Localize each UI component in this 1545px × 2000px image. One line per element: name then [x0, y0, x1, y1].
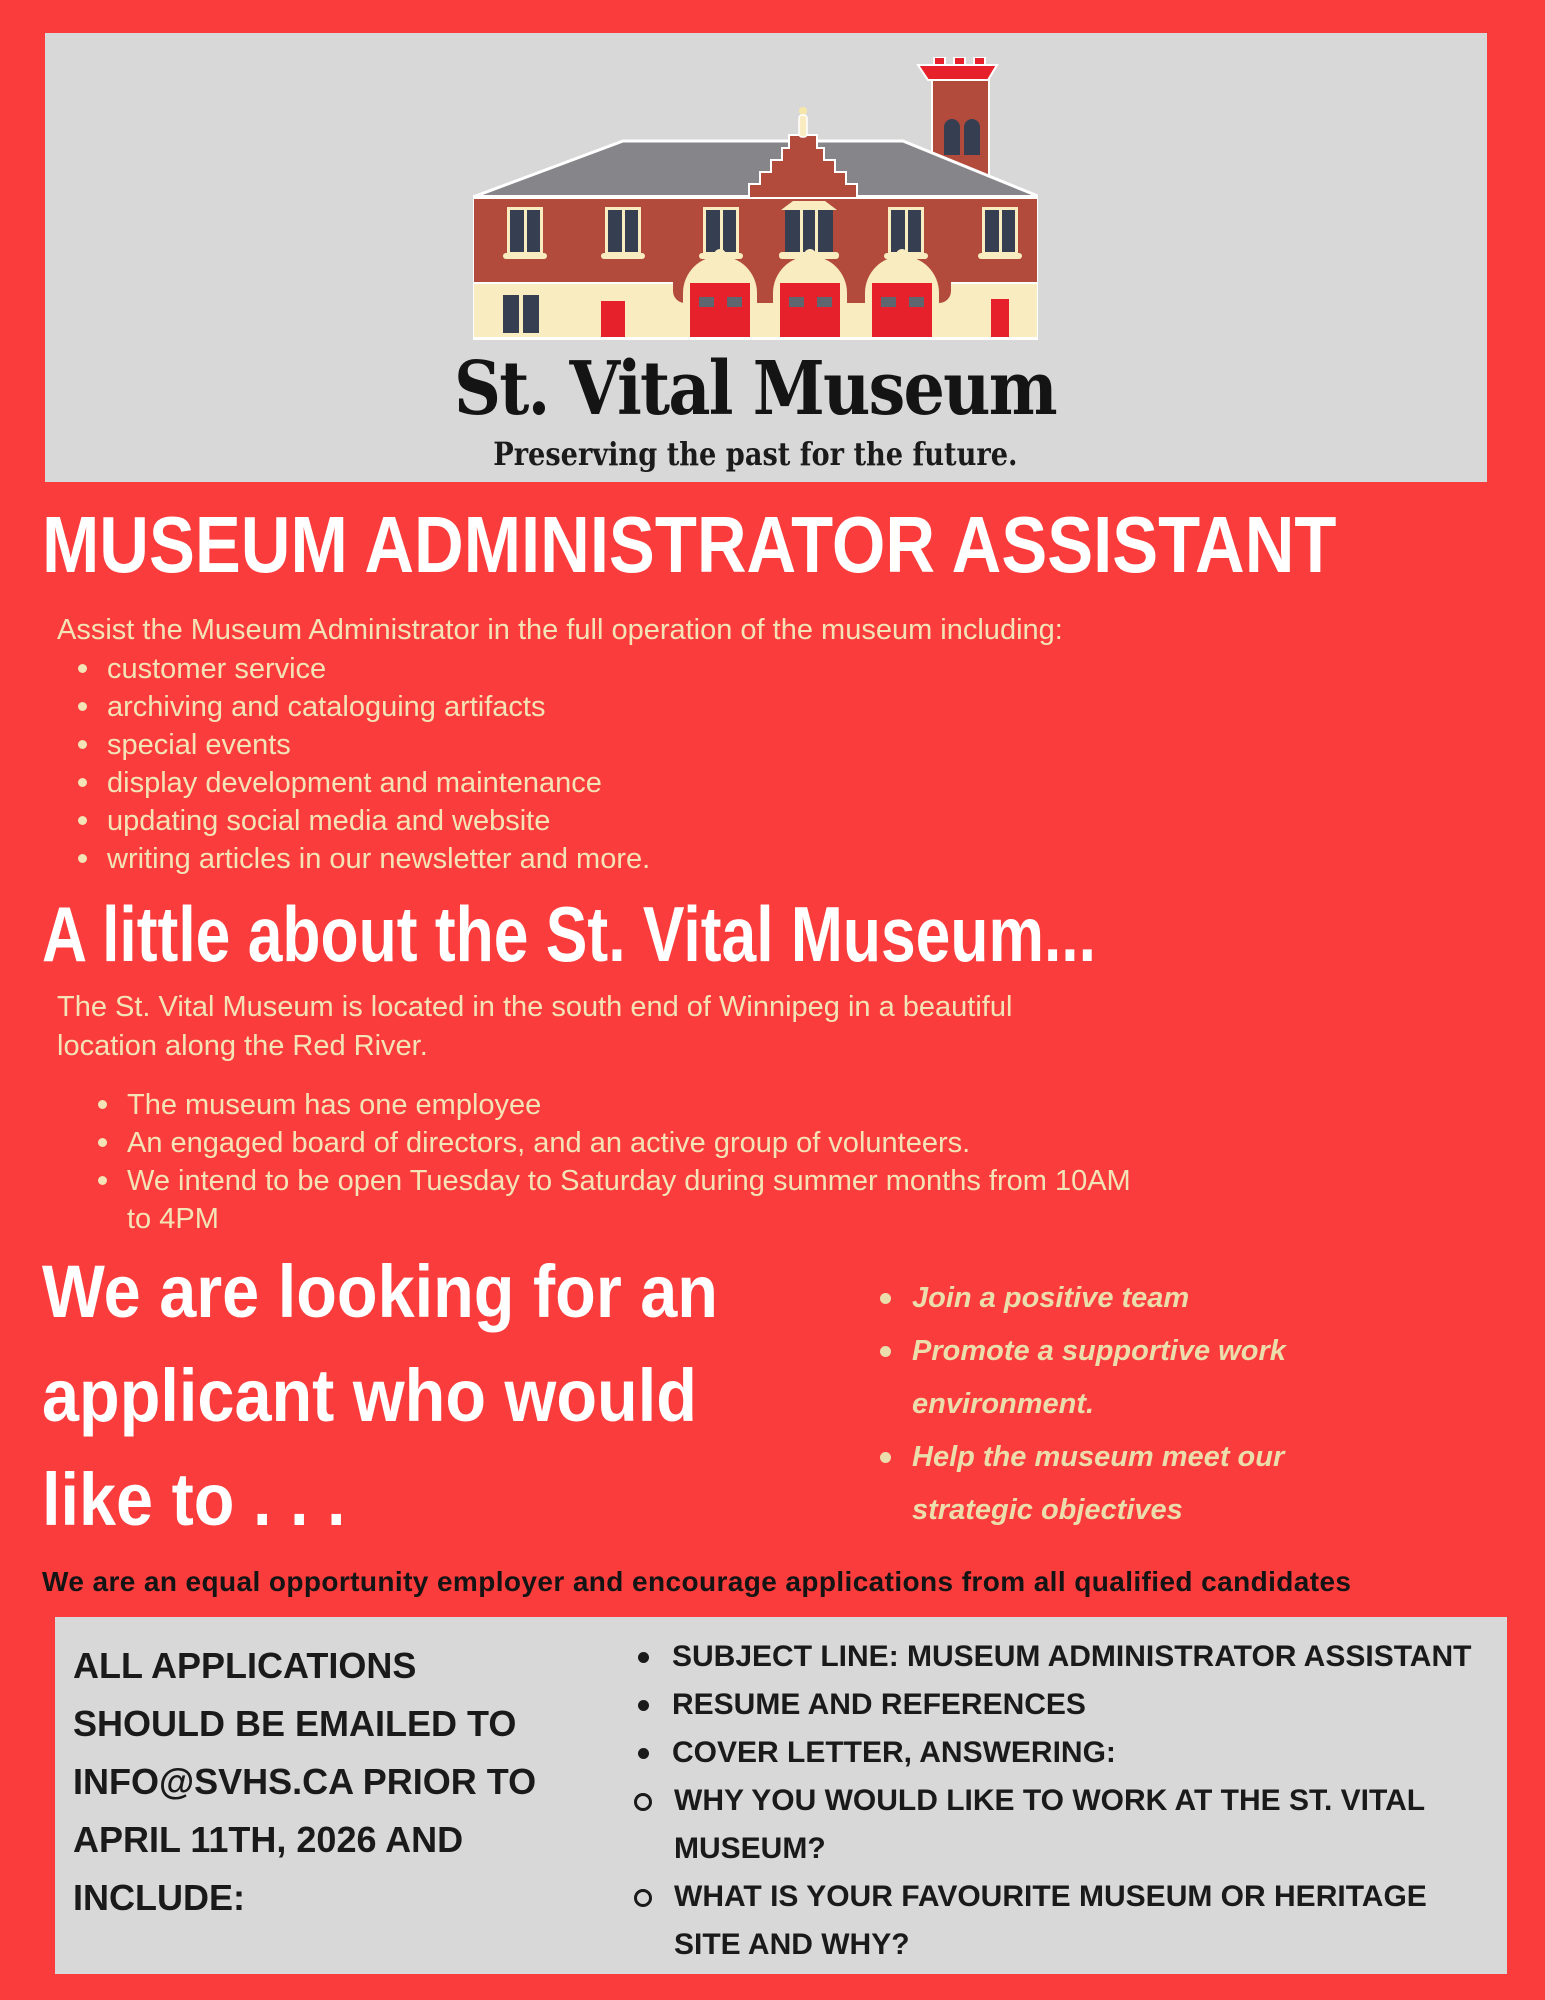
- about-heading: A little about the St. Vital Museum...: [42, 890, 1096, 978]
- logo-title: [45, 346, 1465, 432]
- cover-letter-question: WHAT IS YOUR FAVOURITE MUSEUM OR HERITAGE SITE AND WHY?: [630, 1873, 1434, 1969]
- cover-letter-questions-list: [630, 1777, 1434, 1969]
- looking-for-heading: We are looking for an applicant who would like to . . .: [42, 1250, 718, 1541]
- job-title-heading: MUSEUM ADMINISTRATOR ASSISTANT: [42, 500, 1337, 589]
- application-instructions: ALL APPLICATIONS SHOULD BE EMAILED TO INFO@SVHS.CA PRIOR TO APRIL 11TH, 2026 AND INCLUDE:: [73, 1645, 537, 1918]
- fact-item: We intend to be open Tuesday to Saturday during summer months from 10AM to 4PM: [96, 1162, 1156, 1238]
- logo-title-text: St. Vital Museum: [454, 346, 1056, 432]
- benefit-item: Promote a supportive work environment.: [878, 1325, 1318, 1431]
- museum-logo: [45, 33, 1465, 473]
- cover-letter-question: WHY YOU WOULD LIKE TO WORK AT THE ST. VITAL MUSEUM?: [630, 1777, 1434, 1873]
- duty-item: archiving and cataloguing artifacts: [76, 688, 650, 726]
- duties-list: [76, 650, 650, 878]
- duty-item: writing articles in our newsletter and more.: [76, 840, 650, 878]
- benefits-list: [878, 1272, 1318, 1537]
- duty-item: special events: [76, 726, 650, 764]
- logo-banner: [45, 33, 1487, 482]
- application-item: RESUME AND REFERENCES: [630, 1681, 1507, 1729]
- duty-item: customer service: [76, 650, 650, 688]
- job-intro: Assist the Museum Administrator in the full operation of the museum including:: [57, 614, 1063, 646]
- fact-item: The museum has one employee: [96, 1086, 1156, 1124]
- duty-item: updating social media and website: [76, 802, 650, 840]
- application-box: [55, 1617, 1507, 1974]
- duty-item: display development and maintenance: [76, 764, 650, 802]
- fact-item: An engaged board of directors, and an active group of volunteers.: [96, 1124, 1156, 1162]
- facts-list: [96, 1086, 1156, 1238]
- application-item: COVER LETTER, ANSWERING:: [630, 1729, 1507, 1777]
- application-requirements: [630, 1633, 1507, 1969]
- benefit-item: Help the museum meet our strategic objectives: [878, 1431, 1318, 1537]
- benefit-item: Join a positive team: [878, 1272, 1318, 1325]
- application-item: SUBJECT LINE: MUSEUM ADMINISTRATOR ASSISTANT: [630, 1633, 1507, 1681]
- about-paragraph: The St. Vital Museum is located in the south end of Winnipeg in a beautiful location along the Red River.: [57, 991, 1013, 1062]
- museum-building-illustration: [473, 57, 1038, 340]
- application-items-list: [630, 1633, 1507, 1777]
- equal-opportunity-note: We are an equal opportunity employer and encourage applications from all qualified candidates: [42, 1566, 1352, 1597]
- logo-tagline: Preserving the past for the future.: [492, 435, 1018, 473]
